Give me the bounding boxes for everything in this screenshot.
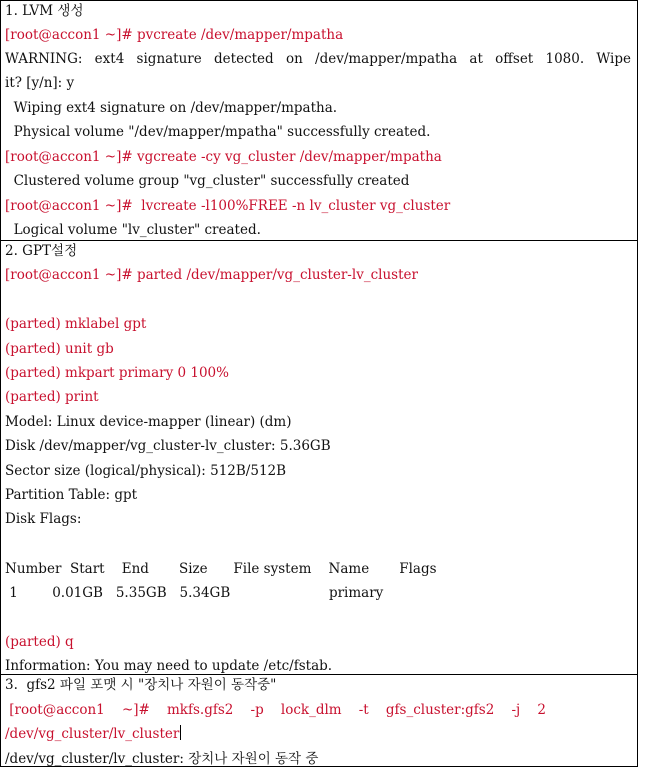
output-line: Model: Linux device-mapper (linear) (dm) <box>5 414 292 430</box>
command-line: (parted) q <box>5 634 74 650</box>
partition-table-header: Number Start End Size File system Name Flags <box>5 561 437 577</box>
command-line: [root@accon1 ~]# parted /dev/mapper/vg_cluster-lv_cluster <box>5 267 418 283</box>
partition-table-row: 1 0.01GB 5.35GB 5.34GB primary <box>5 585 384 601</box>
section-heading: 3. gfs2 파일 포맷 시 "장치나 자원이 동작중" <box>5 677 277 693</box>
output-line: WARNING: ext4 signature detected on /dev/mapper/mpatha at offset 1080. Wipe <box>5 51 631 67</box>
command-line-continued <box>5 724 631 744</box>
command-path: /dev/vg_cluster/lv_cluster <box>5 726 180 742</box>
command-line: (parted) mkpart primary 0 100% <box>5 365 229 381</box>
section-heading: 1. LVM 생성 <box>5 3 84 19</box>
error-line: /dev/vg_cluster/lv_cluster: 장치나 자원이 동작 중 <box>5 751 319 767</box>
output-line: Logical volume "lv_cluster" created. <box>5 222 261 238</box>
command-line: (parted) print <box>5 389 99 405</box>
output-line: Sector size (logical/physical): 512B/512B <box>5 463 287 479</box>
output-line: Disk /dev/mapper/vg_cluster-lv_cluster: 5.36GB <box>5 438 331 454</box>
text-cursor <box>180 725 181 740</box>
command-line: [root@accon1 ~]# vgcreate -cy vg_cluster /dev/mapper/mpatha <box>5 149 442 165</box>
command-line: [root@accon1 ~]# mkfs.gfs2 -p lock_dlm -t gfs_cluster:gfs2 -j 2 <box>5 702 546 718</box>
output-line: Disk Flags: <box>5 511 82 527</box>
output-line: Partition Table: gpt <box>5 487 138 503</box>
command-line: (parted) mklabel gpt <box>5 316 147 332</box>
section-heading: 2. GPT설정 <box>5 243 78 259</box>
output-line: Wiping ext4 signature on /dev/mapper/mpatha. <box>5 100 338 116</box>
section-lvm-create <box>1 1 637 240</box>
command-line: (parted) unit gb <box>5 341 114 357</box>
output-line: Information: You may need to update /etc/fstab. <box>5 658 333 674</box>
output-line: Clustered volume group "vg_cluster" successfully created <box>5 173 410 189</box>
command-line: [root@accon1 ~]# pvcreate /dev/mapper/mpatha <box>5 27 344 43</box>
section-gfs2-format <box>1 674 637 769</box>
output-line: it? [y/n]: y <box>5 75 75 91</box>
section-gpt-setup <box>1 240 637 675</box>
output-line: Physical volume "/dev/mapper/mpatha" successfully created. <box>5 124 431 140</box>
command-line: [root@accon1 ~]# lvcreate -l100%FREE -n lv_cluster vg_cluster <box>5 198 451 214</box>
